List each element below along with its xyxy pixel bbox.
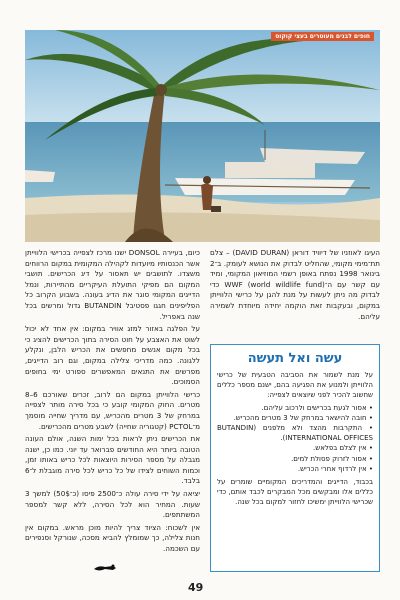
do-and-dont-box <box>210 344 380 572</box>
rule-item: • אסור לגעת בכרישים ולרכוב עליהם. <box>217 403 373 413</box>
box-title: עשה ואל תעשה <box>247 351 343 366</box>
page-number: 49 <box>188 581 204 594</box>
rule-item: • אסור לזרוק פסולת למים. <box>217 454 373 464</box>
diver-icon <box>93 562 117 574</box>
beach-photo <box>25 30 380 242</box>
article-paragraph: כרישי הלווייתן במקום הם לרוב, זכרים שאורכם 6–8 מטרים. החוק המקומי קובע כי בכל סירה מותר לצפייה במרחק של 3 מטרים מהכריש, עם מדריך שחייה מוסמך מ־PCTOL (קטגוריה שחייה) לשבע מטרים מהכרישים. <box>25 389 200 431</box>
box-outro: בכבוד, הדייגים והמדריכים המקומיים שומרים על כללים אלו ומבקשים מכל המבקרים לכבד אותם, כדי שכרישי הלווייתן ימשיכו לחזור למקום בכל שנה. <box>217 478 373 507</box>
article-paragraph: כיום, בעיירה DONSOL ישנו מרכז לצפייה בכרישי הלווייתן אשר הכנסותיו מיועדות לקהילה המקומית במקום הרווחים משצדו. לתושבים יש תאסור על דיג הכרישים. תושבי המקום הם מפיקי התועלת העיקריים מהתיירות, ונמל הדייגים המקומי סוגר את הדיג בעונה. בשבוע הקרוב כל הפליפינים חגגו פסטיבל BUTANDIN גדול ומרשים בכל שנה באפריל. <box>25 248 200 321</box>
rule-item: • חובה להישאר במרחק של 3 מטרים מהכריש. <box>217 413 373 423</box>
article-paragraph: על הפלגה באזור למזג אוויר במקום: אין אחד לא יכול לשוט את האצבע על חוט הסירה בתוך הכרישים להציג כי בכל מקום אנשים מחפשים את הכריש הלבן, ונקלע ללגונה. כמה מדריכי צלילה במקום, וגם רוב הדייגים, מפרשים את התנאים המאפשרים ספורט ימי בחופים הסמוכים. <box>25 324 200 387</box>
box-body <box>211 370 379 508</box>
rule-item: • אין לצלם בפלאש. <box>217 443 373 453</box>
box-intro: על מנת לשמור את הסביבה הטבעית של כרישי הלווייתן ולמנוע את הפגיעה בהם, ישנם מספר כללים שחשוב להכיר לפני שיוצאים לצפייה: <box>217 371 373 400</box>
article-paragraph: העיגו לאוזניו של דיוויד דוראן (DAVID DURAN) – צלם תת־מימי מקומי, שהחליט לבדוק את הנושא לעומק. ב־2 בינואר 1998 נפתח באופן רשמי המוזיאון המקומי, ומיד עם קשר עם ה־WWF (world wildlife fund) כדי לבדוק מה ניתן לעשות על מנת להגן על כרישי הלווייתן במקום, ובעקבות זאת הוקמה יחידה מיוחדת לשמירה עליהם. <box>210 248 380 321</box>
rule-item: • אין לרדוף אחרי הכריש. <box>217 464 373 474</box>
photo-caption: חופים לבנים מעוטרים בעצי קוקוס <box>271 32 374 41</box>
article-paragraph: את הכרישים ניתן לראות בכל ימות השנה, אולם העונה הטובה ביותר היא החודשים פברואר עד יוני. כמו כן, ישנה מגבלה על מספר הסירות היוצאות לכל כריש באותו זמן, וכמות השוחים לצידו של כל כריש לכל סירה מוגבלת ל־6 בלבד. <box>25 434 200 486</box>
article-paragraph: יציאה על ידי סירה עולה כ־2500 פיסו (כ־50$) למשך 3 שעות. המחיר הוא לכל הסירה, ללא קשר למספר המשתתפים. <box>25 489 200 520</box>
rules-list <box>217 403 373 474</box>
rule-item: • התקרבות מהצד ולא מלפנים (BUTANDIN INTERNATIONAL OFFICES). <box>217 423 373 443</box>
beach-scene-image <box>25 30 380 242</box>
article-column-right <box>210 248 380 328</box>
article-column-left <box>25 248 200 570</box>
article-paragraph: אין לשכוח: הציוד צריך להיות מוכן מראש. במקום אין חנות צלילה, כך שמומלץ להביא מסכה, שנורקל וסנפירים עם השכמה. <box>25 522 200 554</box>
